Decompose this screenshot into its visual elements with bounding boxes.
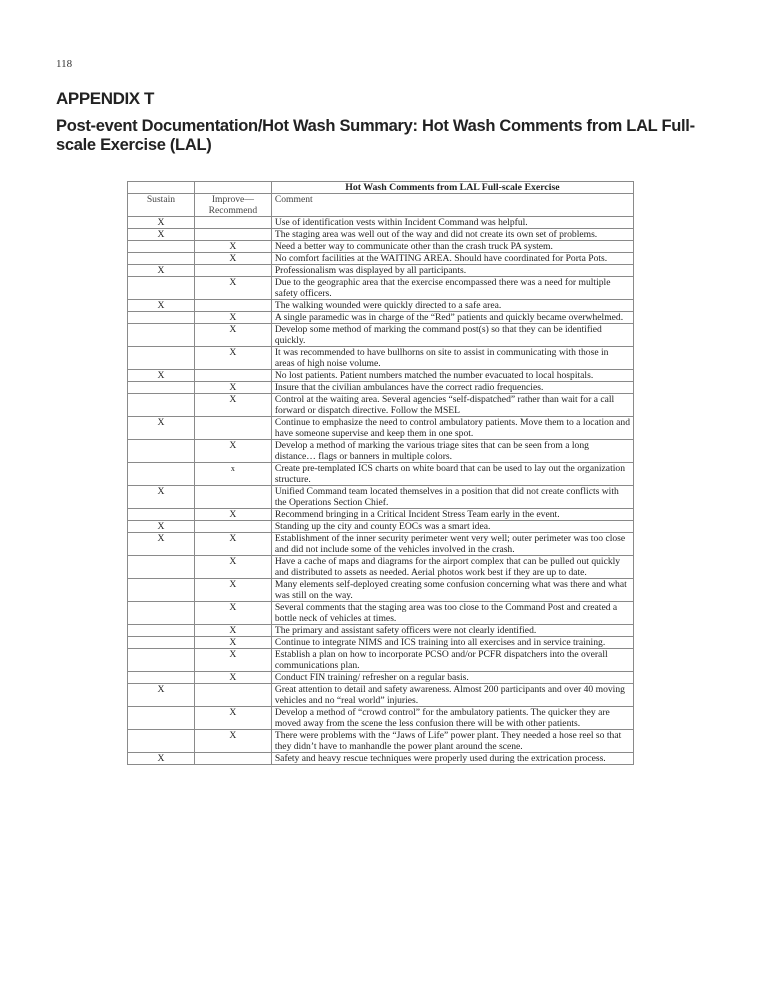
table-row: [128, 730, 634, 753]
table-row: [128, 394, 634, 417]
comment-text: Establishment of the inner security perimeter went very well; outer perimeter was too close and did not include some of the vehicles involved in the crash.: [271, 533, 633, 556]
table-row: [128, 241, 634, 253]
table-row: [128, 486, 634, 509]
improve-mark: X: [194, 707, 271, 730]
table-row: [128, 417, 634, 440]
table-row: [128, 277, 634, 300]
comment-text: Standing up the city and county EOCs was a smart idea.: [271, 521, 633, 533]
sustain-mark: [128, 312, 195, 324]
table-row: [128, 707, 634, 730]
sustain-mark: [128, 707, 195, 730]
improve-mark: [194, 753, 271, 765]
table-row: [128, 217, 634, 229]
improve-mark: [194, 300, 271, 312]
sustain-mark: X: [128, 533, 195, 556]
table-row: [128, 602, 634, 625]
comment-text: Due to the geographic area that the exercise encompassed there was a need for multiple safety officers.: [271, 277, 633, 300]
page-title: Post-event Documentation/Hot Wash Summary: Hot Wash Comments from LAL Full-scale Exercise (LAL): [56, 117, 695, 154]
sustain-mark: [128, 463, 195, 486]
improve-mark: X: [194, 579, 271, 602]
table-row: [128, 521, 634, 533]
comment-text: Continue to integrate NIMS and ICS training into all exercises and in service training.: [271, 637, 633, 649]
improve-mark: X: [194, 533, 271, 556]
improve-mark: X: [194, 394, 271, 417]
table-row: [128, 579, 634, 602]
comment-text: Safety and heavy rescue techniques were properly used during the extrication process.: [271, 753, 633, 765]
sustain-mark: [128, 672, 195, 684]
table-body: [128, 217, 634, 765]
table-row: [128, 253, 634, 265]
improve-mark: [194, 684, 271, 707]
sustain-mark: X: [128, 417, 195, 440]
comment-text: Control at the waiting area. Several agencies “self-dispatched” rather than wait for a call forward or dispatch directive. Follow the MSEL: [271, 394, 633, 417]
table-row: [128, 347, 634, 370]
table-row: [128, 370, 634, 382]
table-row: [128, 509, 634, 521]
sustain-mark: [128, 394, 195, 417]
improve-mark: X: [194, 277, 271, 300]
table-row: [128, 463, 634, 486]
table-row: [128, 672, 634, 684]
comment-text: No lost patients. Patient numbers matched the number evacuated to local hospitals.: [271, 370, 633, 382]
column-header-comment: Comment: [271, 194, 633, 217]
sustain-mark: [128, 649, 195, 672]
table-row: [128, 637, 634, 649]
improve-mark: [194, 486, 271, 509]
sustain-mark: X: [128, 486, 195, 509]
improve-mark: X: [194, 672, 271, 684]
comment-text: Insure that the civilian ambulances have the correct radio frequencies.: [271, 382, 633, 394]
sustain-mark: X: [128, 753, 195, 765]
improve-mark: X: [194, 253, 271, 265]
comment-text: The primary and assistant safety officers were not clearly identified.: [271, 625, 633, 637]
page-number: 118: [56, 58, 73, 70]
comment-text: Continue to emphasize the need to control ambulatory patients. Move them to a location and have someone supervise and keep them in one spot.: [271, 417, 633, 440]
comment-text: The staging area was well out of the way and did not create its own set of problems.: [271, 229, 633, 241]
improve-mark: [194, 217, 271, 229]
sustain-mark: [128, 625, 195, 637]
sustain-mark: [128, 253, 195, 265]
sustain-mark: X: [128, 300, 195, 312]
comment-text: Several comments that the staging area was too close to the Command Post and created a bottle neck of vehicles at times.: [271, 602, 633, 625]
table-row: [128, 312, 634, 324]
comment-text: Develop a method of marking the various triage sites that can be seen from a long distance… flags or banners in multiple colors.: [271, 440, 633, 463]
comment-text: Establish a plan on how to incorporate PCSO and/or PCFR dispatchers into the overall communications plan.: [271, 649, 633, 672]
sustain-mark: [128, 241, 195, 253]
table-row: [128, 382, 634, 394]
sustain-mark: X: [128, 370, 195, 382]
sustain-mark: [128, 602, 195, 625]
sustain-mark: [128, 509, 195, 521]
sustain-mark: [128, 347, 195, 370]
column-header-sustain: Sustain: [128, 194, 195, 217]
hot-wash-table: [127, 181, 634, 765]
comment-text: It was recommended to have bullhorns on site to assist in communicating with those in areas of high noise volume.: [271, 347, 633, 370]
comment-text: A single paramedic was in charge of the “Red” patients and quickly became overwhelmed.: [271, 312, 633, 324]
comment-text: The walking wounded were quickly directed to a safe area.: [271, 300, 633, 312]
appendix-label: APPENDIX T: [56, 89, 155, 108]
improve-mark: X: [194, 324, 271, 347]
sustain-mark: [128, 637, 195, 649]
improve-mark: X: [194, 347, 271, 370]
improve-mark: X: [194, 440, 271, 463]
comment-text: Great attention to detail and safety awareness. Almost 200 participants and over 40 moving vehicles and no “real world” injuries.: [271, 684, 633, 707]
comment-text: Conduct FIN training/ refresher on a regular basis.: [271, 672, 633, 684]
comment-text: Develop some method of marking the command post(s) so that they can be identified quickly.: [271, 324, 633, 347]
improve-mark: x: [194, 463, 271, 486]
improve-mark: [194, 370, 271, 382]
improve-mark: X: [194, 730, 271, 753]
improve-mark: [194, 265, 271, 277]
sustain-mark: X: [128, 265, 195, 277]
sustain-mark: X: [128, 521, 195, 533]
comment-text: Create pre-templated ICS charts on white board that can be used to lay out the organization structure.: [271, 463, 633, 486]
improve-mark: [194, 229, 271, 241]
improve-mark: X: [194, 509, 271, 521]
table-caption: Hot Wash Comments from LAL Full-scale Exercise: [271, 182, 633, 194]
table-row: [128, 440, 634, 463]
sustain-mark: X: [128, 217, 195, 229]
improve-mark: [194, 417, 271, 440]
comment-text: Develop a method of “crowd control” for the ambulatory patients. The quicker they are moved away from the scene the less confusion there will be with other patients.: [271, 707, 633, 730]
comment-text: Use of identification vests within Incident Command was helpful.: [271, 217, 633, 229]
sustain-mark: [128, 277, 195, 300]
improve-mark: X: [194, 556, 271, 579]
table-row: [128, 556, 634, 579]
improve-mark: [194, 521, 271, 533]
comment-text: Professionalism was displayed by all participants.: [271, 265, 633, 277]
improve-mark: X: [194, 649, 271, 672]
comment-text: There were problems with the “Jaws of Life” power plant. They needed a hose reel so that they didn’t have to manhandle the power plant around the scene.: [271, 730, 633, 753]
comment-text: Have a cache of maps and diagrams for the airport complex that can be pulled out quickly and distributed to assets as needed. Aerial photos work best if they are up to date.: [271, 556, 633, 579]
column-header-improve-recommend: Improve—Recommend: [194, 194, 271, 217]
comment-text: No comfort facilities at the WAITING AREA. Should have coordinated for Porta Pots.: [271, 253, 633, 265]
sustain-mark: [128, 440, 195, 463]
improve-mark: X: [194, 241, 271, 253]
sustain-mark: [128, 579, 195, 602]
table-row: [128, 300, 634, 312]
table-row: [128, 533, 634, 556]
sustain-mark: [128, 382, 195, 394]
comment-text: Need a better way to communicate other than the crash truck PA system.: [271, 241, 633, 253]
comment-text: Unified Command team located themselves in a position that did not create conflicts with the Operations Section Chief.: [271, 486, 633, 509]
sustain-mark: [128, 556, 195, 579]
table-row: [128, 625, 634, 637]
improve-mark: X: [194, 637, 271, 649]
sustain-mark: X: [128, 229, 195, 241]
table-row: [128, 649, 634, 672]
table-row: [128, 265, 634, 277]
table-row: [128, 229, 634, 241]
improve-mark: X: [194, 382, 271, 394]
comment-text: Many elements self-deployed creating some confusion concerning what was there and what was still on the way.: [271, 579, 633, 602]
improve-mark: X: [194, 602, 271, 625]
table-row: [128, 684, 634, 707]
comment-text: Recommend bringing in a Critical Incident Stress Team early in the event.: [271, 509, 633, 521]
improve-mark: X: [194, 312, 271, 324]
table-row: [128, 324, 634, 347]
sustain-mark: [128, 324, 195, 347]
sustain-mark: X: [128, 684, 195, 707]
improve-mark: X: [194, 625, 271, 637]
sustain-mark: [128, 730, 195, 753]
table-row: [128, 753, 634, 765]
